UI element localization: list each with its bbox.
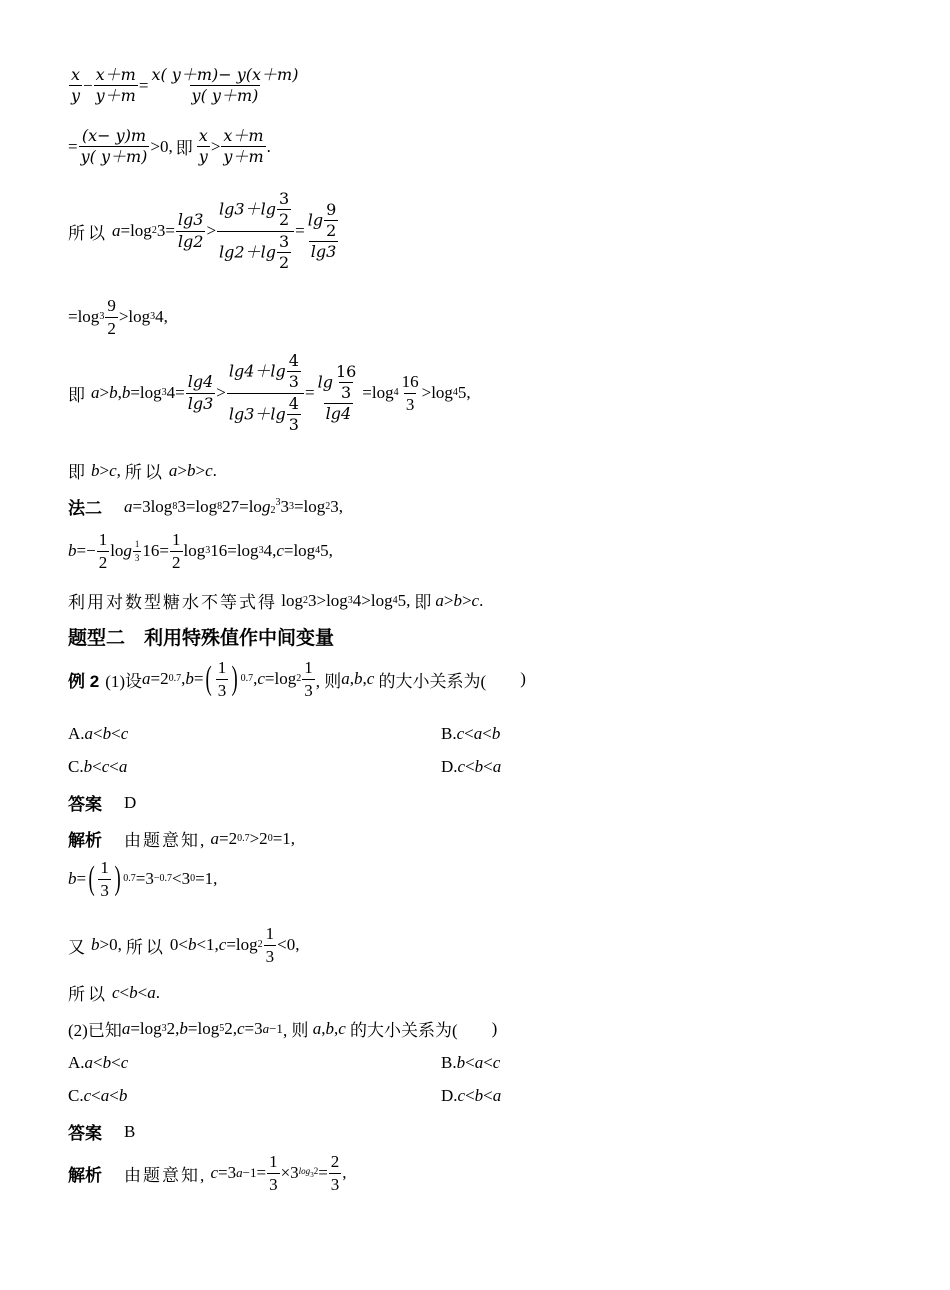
sugar-inequality-line: 利用对数型糖水不等式得 log 2 3>log 3 4>log 4 5, 即 a > b > c . [68,590,484,612]
derivation-line-3: 所以 a =log 2 3= $\frac{\lg 3}{\lg 2}$ > lg3＋lg $\frac{3}{2}$ lg2＋lg $\frac{3}{2}$ = lg $\frac{9}{2}$ lg3 [68,189,337,273]
section-heading: 题型二 利用特殊值作中间变量 [68,628,335,649]
q1-option-d: D. c < b < a [441,757,502,776]
q1-analysis-3: 又 b >0, 所以 0< b <1, c =log 2 $\frac{1}{3}$ <0, [68,924,300,966]
example-2-q2: (2)已知 a =log 3 2, b =log 5 2, c =3 a−1 , 则 a , b , c 的大小关系为( ) [68,1018,498,1040]
q2-option-a: A. a < b < c [68,1053,129,1072]
q1-option-a: A. a < b < c [68,724,129,743]
q1-option-c: C. b < c < a [68,757,128,776]
method-two-line: 法二 a =3log 8 3=log 8 27=lo g $2^3$ 3 3 =log 2 3, [68,496,343,518]
derivation-line-4: =log 3 $\frac{9}{2}$ >log 3 4, [68,296,168,338]
q2-analysis-1: 解析 由题意知, c =3 a−1 = $\frac{1}{3}$ ×3 $\log_32$ = $\frac{2}{3}$ , [68,1152,347,1194]
q2-option-d: D. c < b < a [441,1086,502,1105]
method-two-b-line: b =− $\frac{1}{2}$ lo g $\frac{1}{3}$ 16= $\frac{1}{2}$ log 3 16=log 3 4, c =log 4 5, [68,530,333,572]
derivation-line-2: = $\frac{(x- y)m}{y( y+m)}$ >0, 即 $\frac{x}{y}$ > $\frac{x+m}{y+m}$ . [68,126,271,167]
q2-option-b: B. b < a < c [441,1053,501,1072]
derivation-line-6: 即 b > c , 所以 a > b > c . [68,460,217,482]
q1-answer: 答案 D [68,792,137,814]
example-2-q1: 例 2 (1)设 a =2 0.7 , b = ( $\frac{1}{3}$ ) 0.7 , c =log 2 $\frac{1}{3}$ , 则 a , b , c 的大小关系为( ) [68,658,526,700]
q1-option-b: B. c < a < b [441,724,501,743]
q1-analysis-1: 解析 由题意知, a =2 0.7 >2 0 =1, [68,828,296,850]
q1-analysis-4: 所以 c < b < a . [68,982,160,1004]
derivation-line-5: 即 a > b , b =log 3 4= $\frac{\lg 4}{\lg 3}$ > lg4＋lg $\frac{4}{3}$ lg3＋lg $\frac{4}{3}$ = lg $\frac{16}{3}$ lg4 =log 4 $\frac{16}{3}$ >log 4 5, [68,351,471,435]
q1-analysis-2: b = ( $\frac{1}{3}$ ) 0.7 =3 −0.7 <3 0 =1, [68,858,218,900]
q2-answer: 答案 B [68,1121,136,1143]
derivation-line-1: $\frac{x}{y}$ − $\frac{x+m}{y+m}$ = $\frac{x( y+m)- y(x+m)}{y( y+m)}$ [71,65,299,106]
q2-option-c: C. c < a < b [68,1086,128,1105]
